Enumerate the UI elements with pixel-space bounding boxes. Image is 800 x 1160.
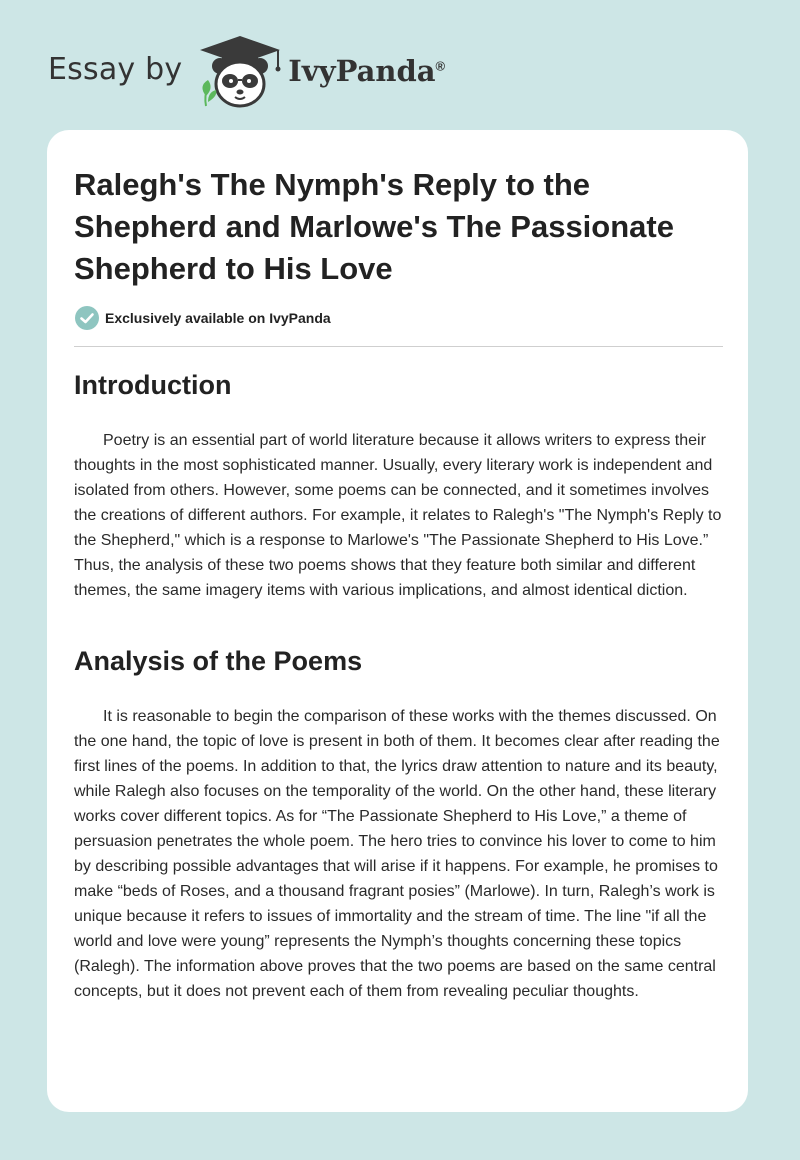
divider	[74, 346, 723, 347]
brand-header[interactable]	[48, 34, 445, 110]
section-paragraph-analysis: It is reasonable to begin the comparison of these works with the themes discussed. On the one hand, the topic of love is present in both of them. It becomes clear after reading the first lines of the poems. In addition to that, the lyrics draw attention to nature and its beauty, while Ralegh also focuses on the temporality of the world. On the other hand, these literary works cover different topics. As for “The Passionate Shepherd to His Love,” a theme of persuasion penetrates the whole poem. The hero tries to convince his lover to come to him by describing possible advantages that will arise if it happens. For example, he promises to make “beds of Roses, and a thousand fragrant posies” (Marlowe). In turn, Ralegh’s work is unique because it refers to issues of immortality and the stream of time. The line "if all the world and love were young” represents the Nymph’s thoughts concerning these topics (Ralegh). The information above proves that the two poems are based on the same central concepts, but it does not prevent each of them from revealing peculiar thoughts.	[74, 708, 720, 1000]
panda-logo-icon	[196, 34, 284, 110]
check-circle-icon	[74, 305, 100, 331]
section-heading-analysis: Analysis of the Poems	[74, 646, 363, 676]
essay-title: Ralegh's The Nymph's Reply to the Shepherd and Marlowe's The Passionate Shepherd to His Love	[74, 167, 674, 286]
exclusive-badge	[74, 305, 331, 331]
badge-text: Exclusively available on IvyPanda	[105, 310, 331, 326]
brand-prefix: Essay by	[48, 51, 183, 87]
section-heading-introduction: Introduction	[74, 370, 232, 400]
brand-name: IvyPanda®	[288, 54, 446, 88]
section-paragraph-introduction: Poetry is an essential part of world literature because it allows writers to express their thoughts in the most sophisticated manner. Usually, every literary work is independent and isolated from others. However, some poems can be connected, and it sometimes involves the creations of different authors. For example, it relates to Ralegh's "The Nymph's Reply to the Shepherd," which is a response to Marlowe's "The Passionate Shepherd to His Love.” Thus, the analysis of these two poems shows that they feature both similar and different themes, the same imagery items with various implications, and almost identical diction.	[74, 432, 722, 599]
essay-card	[47, 130, 748, 1112]
